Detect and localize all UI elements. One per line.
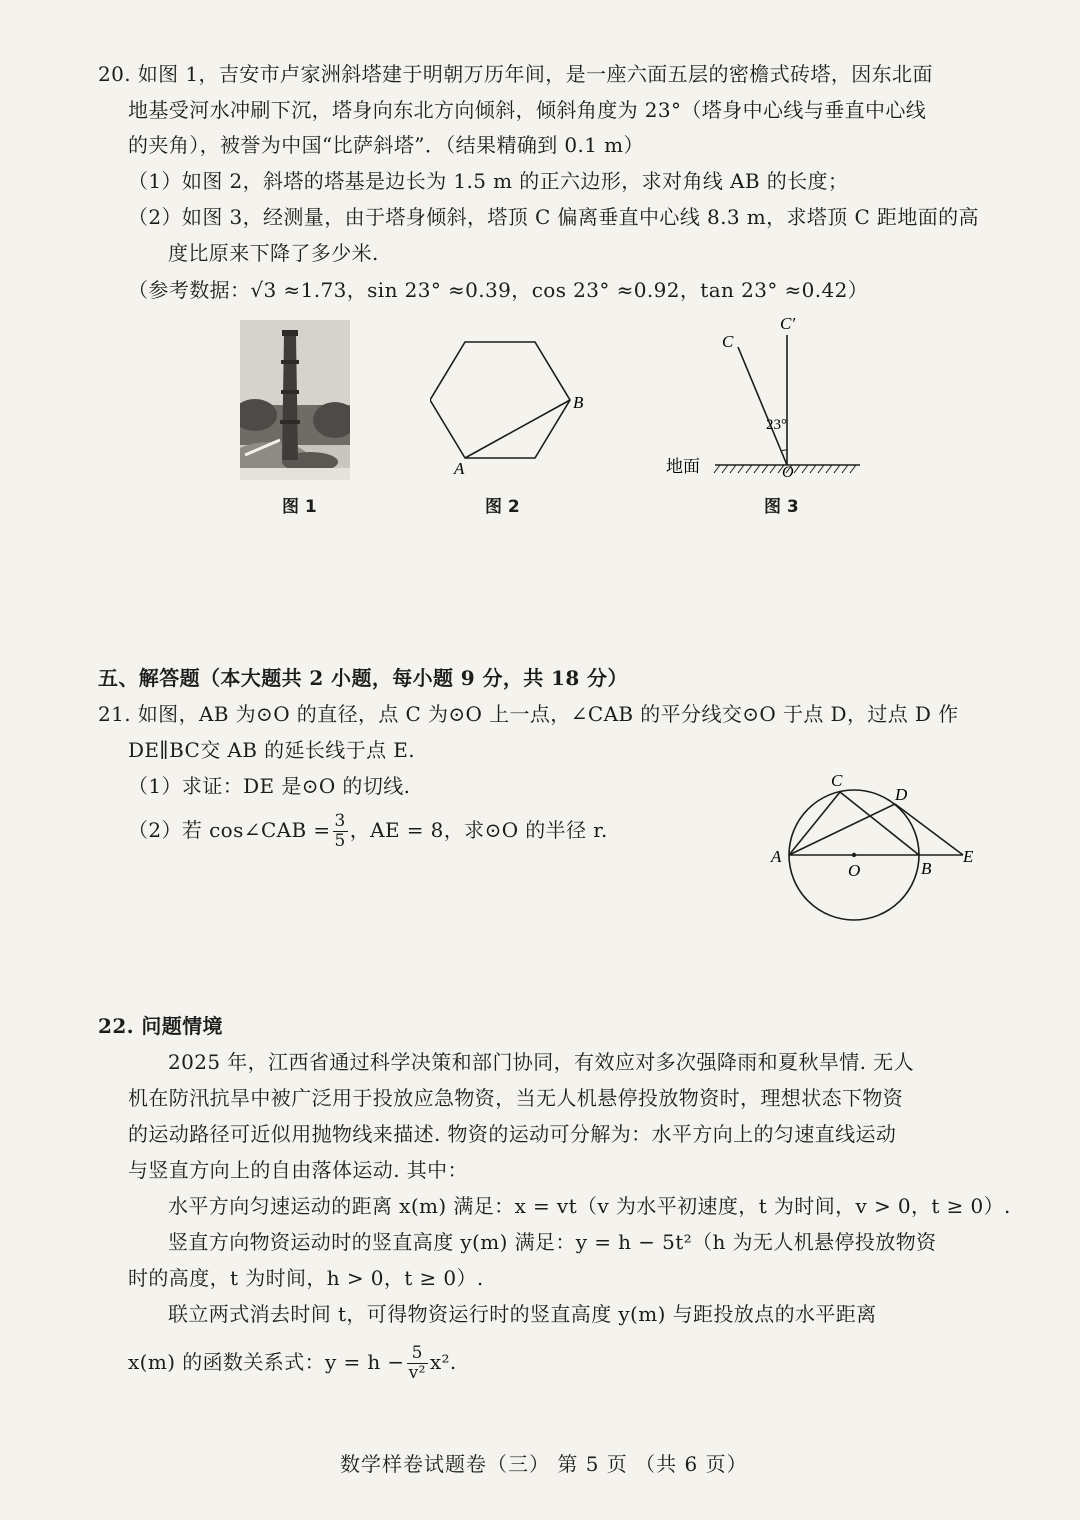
figure-2-hexagon (430, 330, 610, 480)
fraction-three-fifths: $\frac{3}{5}$ (334, 811, 346, 851)
tilted-line-oc (738, 347, 787, 465)
page-footer: 数学样卷试题卷（三） 第 5 页 （共 6 页） (340, 1452, 748, 1476)
figure-3-caption: 图 3 (764, 497, 799, 517)
label-b: B (921, 859, 932, 878)
label-angle-23: 23° (766, 417, 787, 433)
figure-1-caption: 图 1 (282, 497, 317, 517)
segment-de (895, 804, 963, 855)
q21-line-2: DE∥BC交 AB 的延长线于点 E. (128, 738, 416, 762)
q20-line-1: 20. 如图 1，吉安市卢家洲斜塔建于明朝万历年间，是一座六面五层的密檐式砖塔，因东北面 (98, 62, 933, 86)
q20-line-2: 地基受河水冲刷下沉，塔身向东北方向倾斜，倾斜角度为 23°（塔身中心线与垂直中心线 (128, 98, 927, 122)
q22-line-6: 竖直方向物资运动时的竖直高度 y(m) 满足：y = h − 5t²（h 为无人机悬停投放物资 (168, 1230, 937, 1254)
q22-line-1: 2025 年，江西省通过科学决策和部门协同，有效应对多次强降雨和夏秋旱情. 无人 (168, 1050, 914, 1074)
q20-part-2-line-2: 度比原来下降了多少米. (168, 241, 379, 265)
q22-line-8: 联立两式消去时间 t，可得物资运行时的竖直高度 y(m) 与距投放点的水平距离 (168, 1302, 877, 1326)
label-c: C (831, 771, 843, 790)
q22-line-4: 与竖直方向上的自由落体运动. 其中： (128, 1158, 468, 1182)
section-5-heading: 五、解答题（本大题共 2 小题，每小题 9 分，共 18 分） (98, 666, 628, 690)
label-a: A (454, 459, 465, 478)
q22-line-2: 机在防汛抗旱中被广泛用于投放应急物资，当无人机悬停投放物资时，理想状态下物资 (128, 1086, 904, 1110)
q22-line-7: 时的高度，t 为时间，h > 0，t ≥ 0）. (128, 1266, 484, 1290)
figure-2-caption: 图 2 (485, 497, 520, 517)
q21-line-1: 21. 如图，AB 为⊙O 的直径，点 C 为⊙O 上一点，∠CAB 的平分线交⊙O 于点 D，过点 D 作 (98, 702, 959, 726)
q21-part-2: （2）若 cos∠CAB = $\frac{3}{5}$ ，AE = 8，求⊙O 的半径 r. (128, 811, 608, 851)
diagonal-ab (465, 400, 570, 458)
label-d: D (895, 785, 908, 804)
q22-line-3: 的运动路径可近似用抛物线来描述. 物资的运动可分解为：水平方向上的匀速直线运动 (128, 1122, 897, 1146)
q20-part-1: （1）如图 2，斜塔的塔基是边长为 1.5 m 的正六边形，求对角线 AB 的长度； (128, 169, 849, 193)
label-o: O (848, 861, 861, 880)
q21-circle-diagram (765, 770, 985, 930)
label-b: B (573, 393, 584, 412)
label-a: A (771, 847, 782, 866)
q20-part-2-line-1: （2）如图 3，经测量，由于塔身倾斜，塔顶 C 偏离垂直中心线 8.3 m，求塔顶 C 距地面的高 (128, 205, 979, 229)
figure-1-tower-photo (240, 320, 350, 480)
q22-formula: x(m) 的函数关系式：y = h − $\frac{5}{\text{v²}}$ x². (128, 1343, 457, 1383)
label-e: E (963, 847, 974, 866)
q22-title: 22. 问题情境 (98, 1014, 223, 1038)
label-ground: 地面 (666, 457, 700, 476)
figure-3-tilt-diagram (660, 305, 880, 485)
label-c: C (722, 332, 734, 351)
label-c-prime: C′ (780, 314, 796, 333)
q22-line-5: 水平方向匀速运动的距离 x(m) 满足：x = vt（v 为水平初速度，t 为时间，v > 0，t ≥ 0）. (168, 1194, 1011, 1218)
fraction-five-over-v-squared: $\frac{5}{\text{v²}}$ (408, 1343, 426, 1383)
label-o: O (782, 464, 794, 481)
q21-part-1: （1）求证：DE 是⊙O 的切线. (128, 774, 411, 798)
q20-reference-data: （参考数据：√3 ≈1.73，sin 23° ≈0.39，cos 23° ≈0.92，tan 23° ≈0.42） (128, 278, 869, 302)
q20-line-3: 的夹角），被誉为中国“比萨斜塔”．（结果精确到 0.1 m） (128, 133, 644, 157)
